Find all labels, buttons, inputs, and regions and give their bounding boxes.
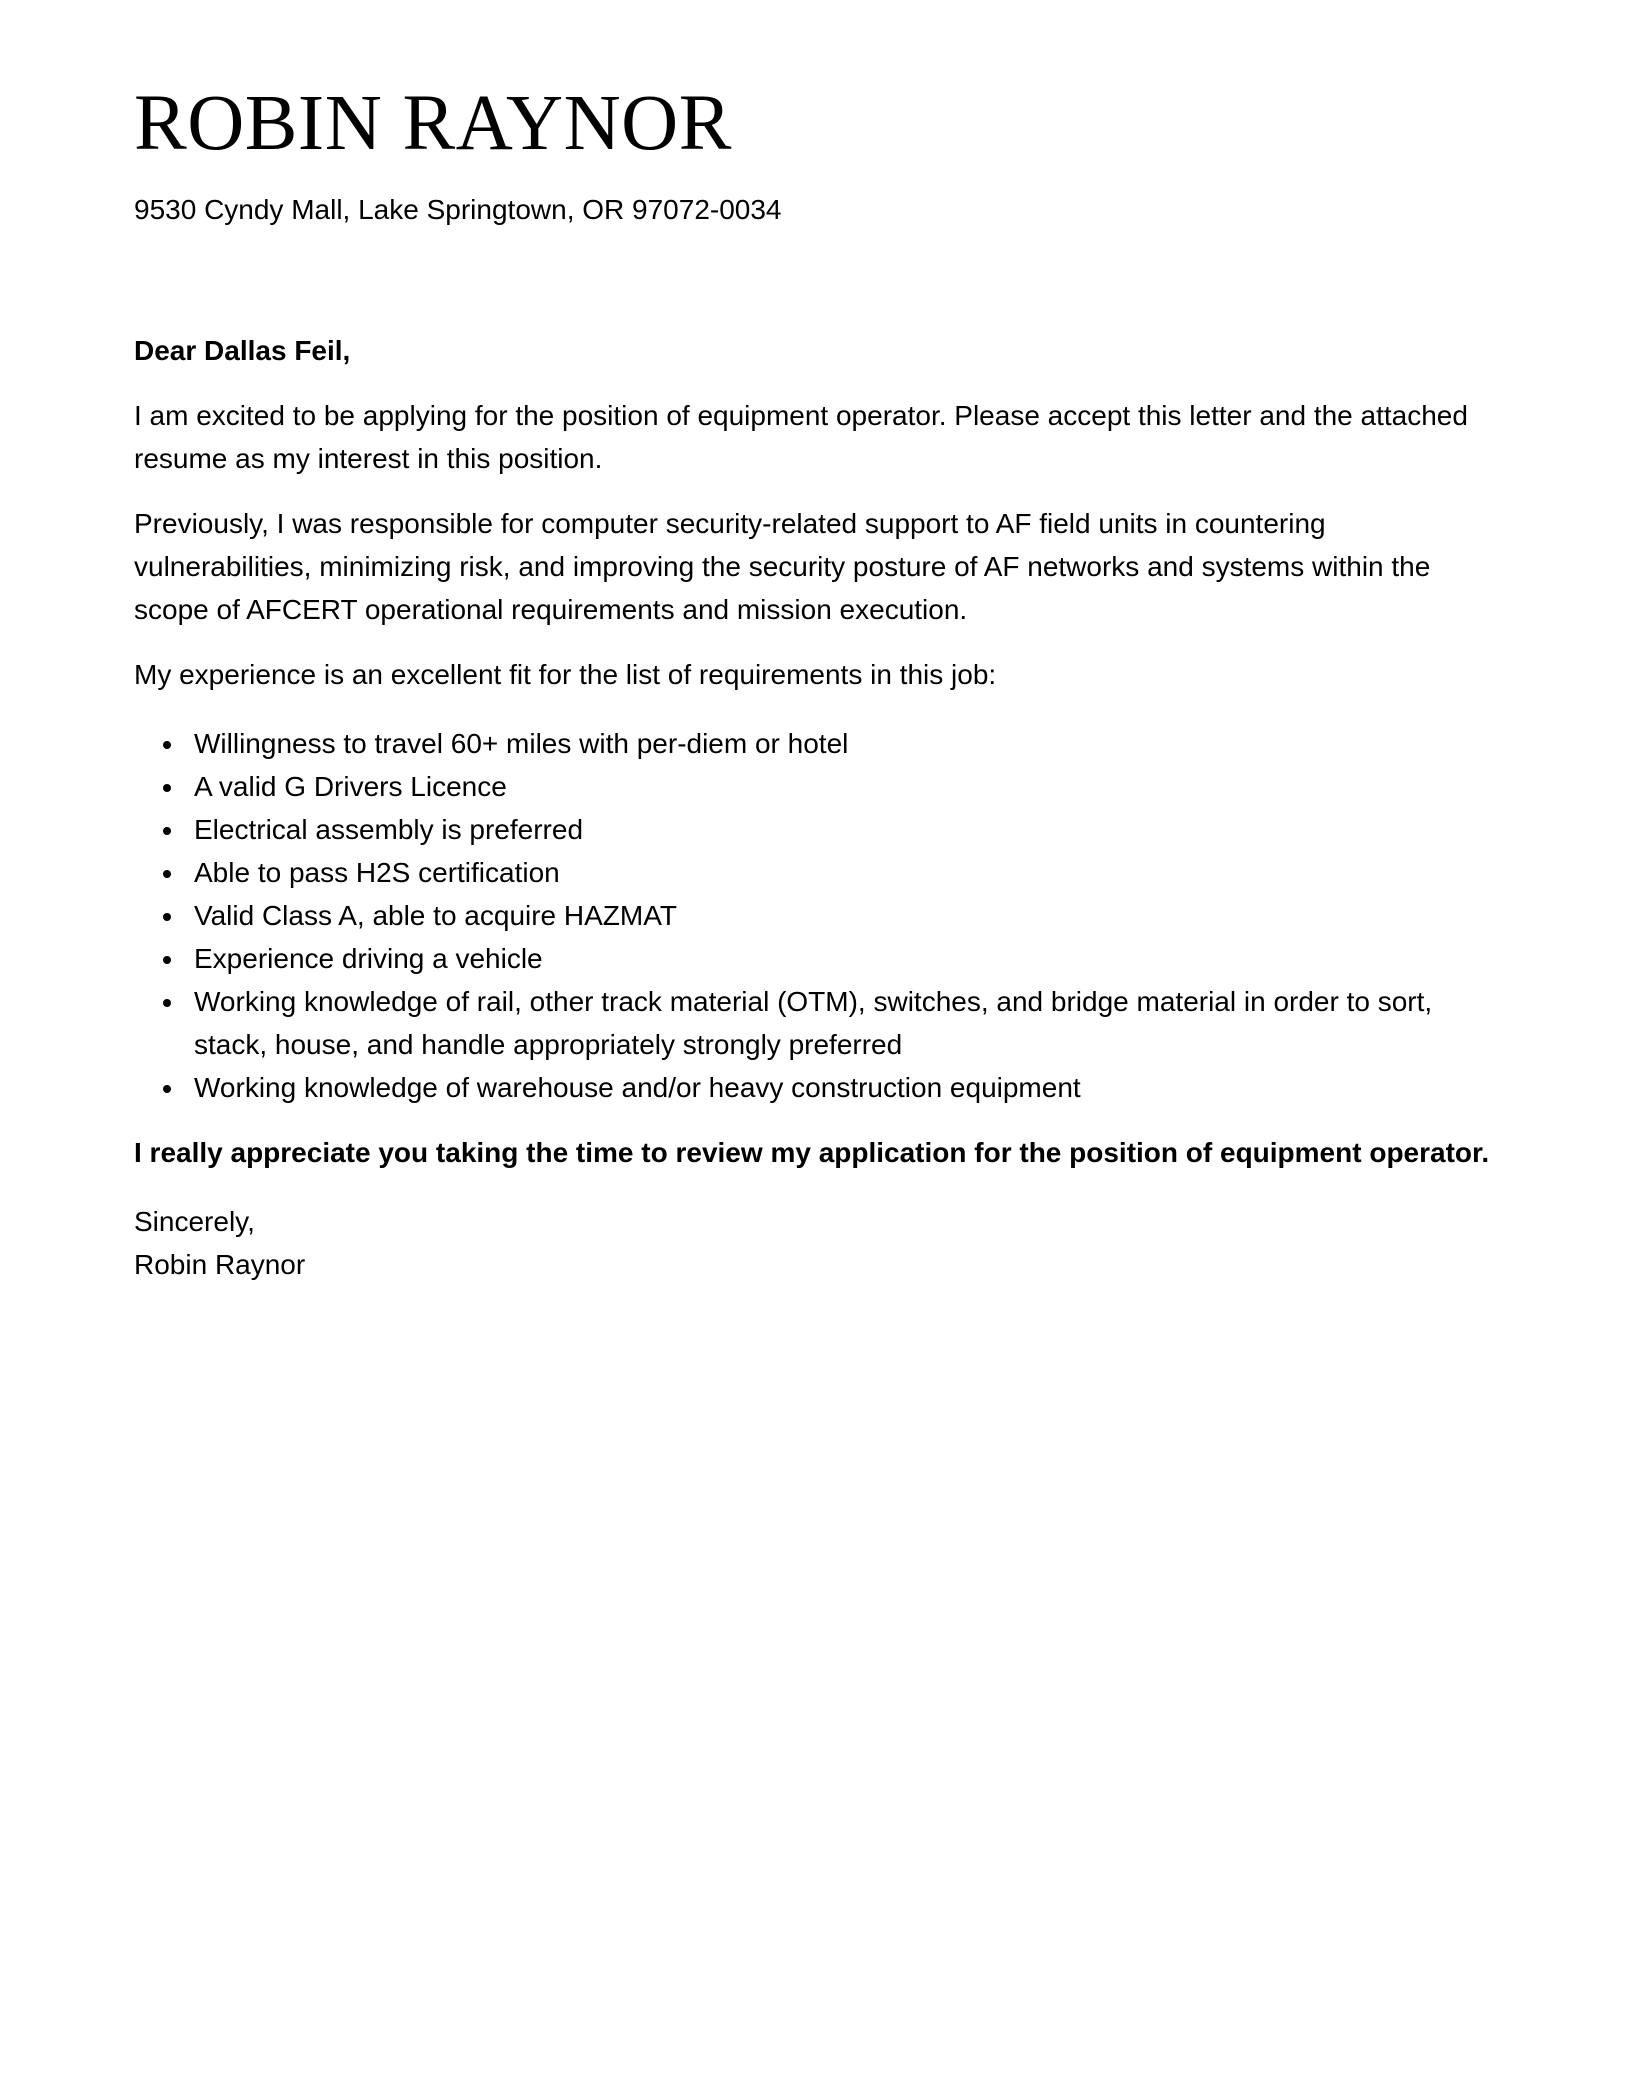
signature-name: Robin Raynor (134, 1249, 306, 1280)
fit-paragraph: My experience is an excellent fit for the list of requirements in this job: (134, 659, 997, 690)
requirement-item: • Working knowledge of warehouse and/or heavy construction equipment (186, 1066, 1498, 1109)
signoff: Sincerely, (134, 1206, 255, 1237)
requirements-list (134, 722, 1498, 1109)
requirement-item: • Experience driving a vehicle (186, 937, 1498, 980)
requirement-item: • Valid Class A, able to acquire HAZMAT (186, 894, 1498, 937)
requirement-item: • Electrical assembly is preferred (186, 808, 1498, 851)
requirement-item: • Willingness to travel 60+ miles with per-diem or hotel (186, 722, 1498, 765)
closing-paragraph: I really appreciate you taking the time to review my application for the position of equipment operator. (134, 1137, 1490, 1168)
requirement-item: • Working knowledge of rail, other track material (OTM), switches, and bridge material in order to sort, stack, house, and handle appropriately strongly preferred (186, 980, 1498, 1066)
experience-paragraph: Previously, I was responsible for computer security-related support to AF field units in countering vulnerabilities, minimizing risk, and improving the security posture of AF networks and systems within the scope of AFCERT operational requirements and mission execution. (134, 508, 1431, 625)
intro-paragraph: I am excited to be applying for the position of equipment operator. Please accept this letter and the attached resume as my interest in this position. (134, 400, 1468, 474)
applicant-address: 9530 Cyndy Mall, Lake Springtown, OR 97072-0034 (134, 194, 782, 225)
letter-body (134, 329, 1498, 1286)
applicant-name: ROBIN RAYNOR (134, 80, 732, 167)
signoff-block (134, 1200, 1498, 1286)
requirement-item: • A valid G Drivers Licence (186, 765, 1498, 808)
requirement-item: • Able to pass H2S certification (186, 851, 1498, 894)
salutation: Dear Dallas Feil, (134, 335, 351, 366)
